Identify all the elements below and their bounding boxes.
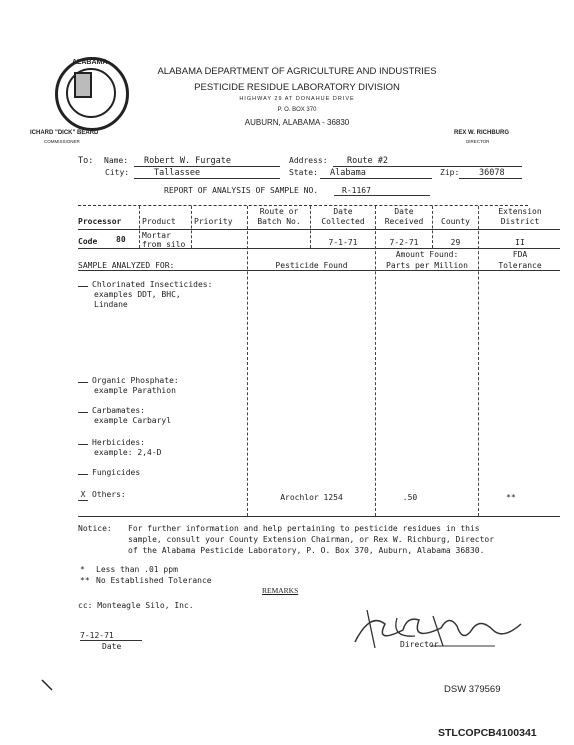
category-example-2: Lindane <box>94 300 128 309</box>
pesticide-found-label: Pesticide Found <box>275 261 348 270</box>
category-carbamates <box>78 406 171 426</box>
header-product: Product <box>142 217 176 226</box>
header-department: ALABAMA DEPARTMENT OF AGRICULTURE AND INDUSTRIES <box>157 66 437 77</box>
name-label: Name: <box>104 156 129 165</box>
commissioner-name: ICHARD "DICK" BEARD <box>30 130 99 136</box>
cc-line: cc: Monteagle Silo, Inc. <box>78 601 194 610</box>
report-title: REPORT OF ANALYSIS OF SAMPLE NO. <box>164 186 319 195</box>
notice-line2: sample, consult your County Extension Chairman, or Rex W. Richburg, Director <box>128 535 495 544</box>
header-extension-line2: District <box>500 217 540 226</box>
bates-number: STLCOPCB4100341 <box>438 727 537 739</box>
zip-label: Zip: <box>440 168 460 177</box>
category-checkbox <box>78 444 88 445</box>
table-header-rule <box>78 229 560 230</box>
sample-analyzed-label: SAMPLE ANALYZED FOR: <box>78 261 175 270</box>
header-processor: Processor <box>78 217 122 226</box>
category-example: example: 2,4-D <box>94 448 162 457</box>
col-divider <box>139 206 140 248</box>
seal-text: ALABAMA <box>72 59 108 66</box>
product-line2: from silo <box>142 240 186 249</box>
header-extension-line1: Extension <box>498 207 542 216</box>
result-amount: .50 <box>402 493 418 502</box>
zip-value: 36078 <box>459 168 522 179</box>
director-label: Director <box>400 640 439 649</box>
date-label: Date <box>102 642 122 651</box>
header-route-line2: Batch No. <box>257 217 301 226</box>
notice-line1: For further information and help pertaining to pesticide residues in this <box>128 524 480 533</box>
category-checkbox <box>78 474 88 475</box>
table-bottom-rule <box>78 516 560 517</box>
header-division: PESTICIDE RESIDUE LABORATORY DIVISION <box>194 82 400 93</box>
category-checkbox <box>78 286 88 287</box>
sample-number: R-1167 <box>334 186 430 196</box>
city-label: City: <box>105 168 130 177</box>
director-signature <box>345 602 535 658</box>
category-example: examples DDT, BHC, <box>94 290 181 299</box>
category-checkbox <box>78 412 88 413</box>
doc-id: DSW 379569 <box>444 684 501 695</box>
result-pesticide: Arochlor 1254 <box>280 493 343 502</box>
date-received-value: 7-2-71 <box>389 238 419 247</box>
notice-label: Notice: <box>78 524 112 533</box>
notice-line3: of the Alabama Pesticide Laboratory, P. O. Box 370, Auburn, Alabama 36830. <box>128 546 485 555</box>
legend-mark-1: * <box>80 565 85 574</box>
category-title: Others: <box>92 490 126 499</box>
header-priority: Priority <box>194 217 233 226</box>
remarks-label: REMARKS <box>262 586 299 595</box>
code-value: 80 <box>116 235 126 244</box>
header-collected-line1: Date <box>333 207 353 216</box>
director-title: DIRECTOR <box>466 139 490 144</box>
address-value: Route #2 <box>333 156 522 167</box>
header-collected-line2: Collected <box>321 217 365 226</box>
state-label: State: <box>289 168 318 177</box>
commissioner-title: COMMISSIONER <box>44 139 80 144</box>
category-herbicides <box>78 438 161 458</box>
category-title: Organic Phosphate: <box>92 376 179 385</box>
category-checkbox: X <box>78 490 88 501</box>
result-tolerance: ** <box>506 493 516 502</box>
header-received-line1: Date <box>394 207 414 216</box>
legend-mark-2: ** <box>80 576 90 585</box>
address-label: Address: <box>289 156 328 165</box>
tolerance-label: Tolerance <box>498 261 542 270</box>
legend-no-tolerance: No Established Tolerance <box>96 576 212 585</box>
header-route-line1: Route or <box>259 207 299 216</box>
to-label: To: <box>78 156 94 166</box>
category-checkbox <box>78 382 88 383</box>
date-value: 7-12-71 <box>80 631 142 641</box>
category-title: Carbamates: <box>92 406 145 415</box>
category-example: example Carbaryl <box>94 416 172 425</box>
legend-less-than: Less than .01 ppm <box>96 565 178 574</box>
col-divider <box>191 206 192 248</box>
ppm-label: Parts per Million <box>386 261 468 270</box>
amount-found-label: Amount Found: <box>395 250 459 259</box>
category-title: Herbicides: <box>92 438 145 447</box>
category-example: example Parathion <box>94 386 176 395</box>
category-fungicides <box>78 468 140 478</box>
fda-label: FDA <box>512 250 528 259</box>
director-name: REX W. RICHBURG <box>454 130 510 136</box>
header-county: County <box>441 217 470 226</box>
code-label: Code <box>78 237 98 246</box>
category-title: Fungicides <box>92 468 141 477</box>
category-chlorinated <box>78 280 212 310</box>
district-value: II <box>515 238 525 247</box>
county-value: 29 <box>450 238 461 247</box>
header-city: AUBURN, ALABAMA - 36830 <box>244 118 350 127</box>
header-received-line2: Received <box>384 217 424 226</box>
date-collected-value: 7-1-71 <box>328 238 358 247</box>
category-others <box>78 490 126 501</box>
col-divider <box>247 206 248 516</box>
header-highway: HIGHWAY 29 AT DONAHUE DRIVE <box>239 96 355 102</box>
category-title: Chlorinated Insecticides: <box>92 280 213 289</box>
table-subheader-rule <box>78 270 560 271</box>
header-po-box: P. O. BOX 370 <box>277 107 317 113</box>
stray-mark <box>40 678 54 692</box>
city-value: Tallassee <box>134 168 280 179</box>
product-line1: Mortar <box>142 231 171 240</box>
table-top-rule <box>78 205 528 206</box>
category-organic-phosphate <box>78 376 179 396</box>
state-value: Alabama <box>320 168 432 179</box>
name-value: Robert W. Furgate <box>134 156 280 167</box>
